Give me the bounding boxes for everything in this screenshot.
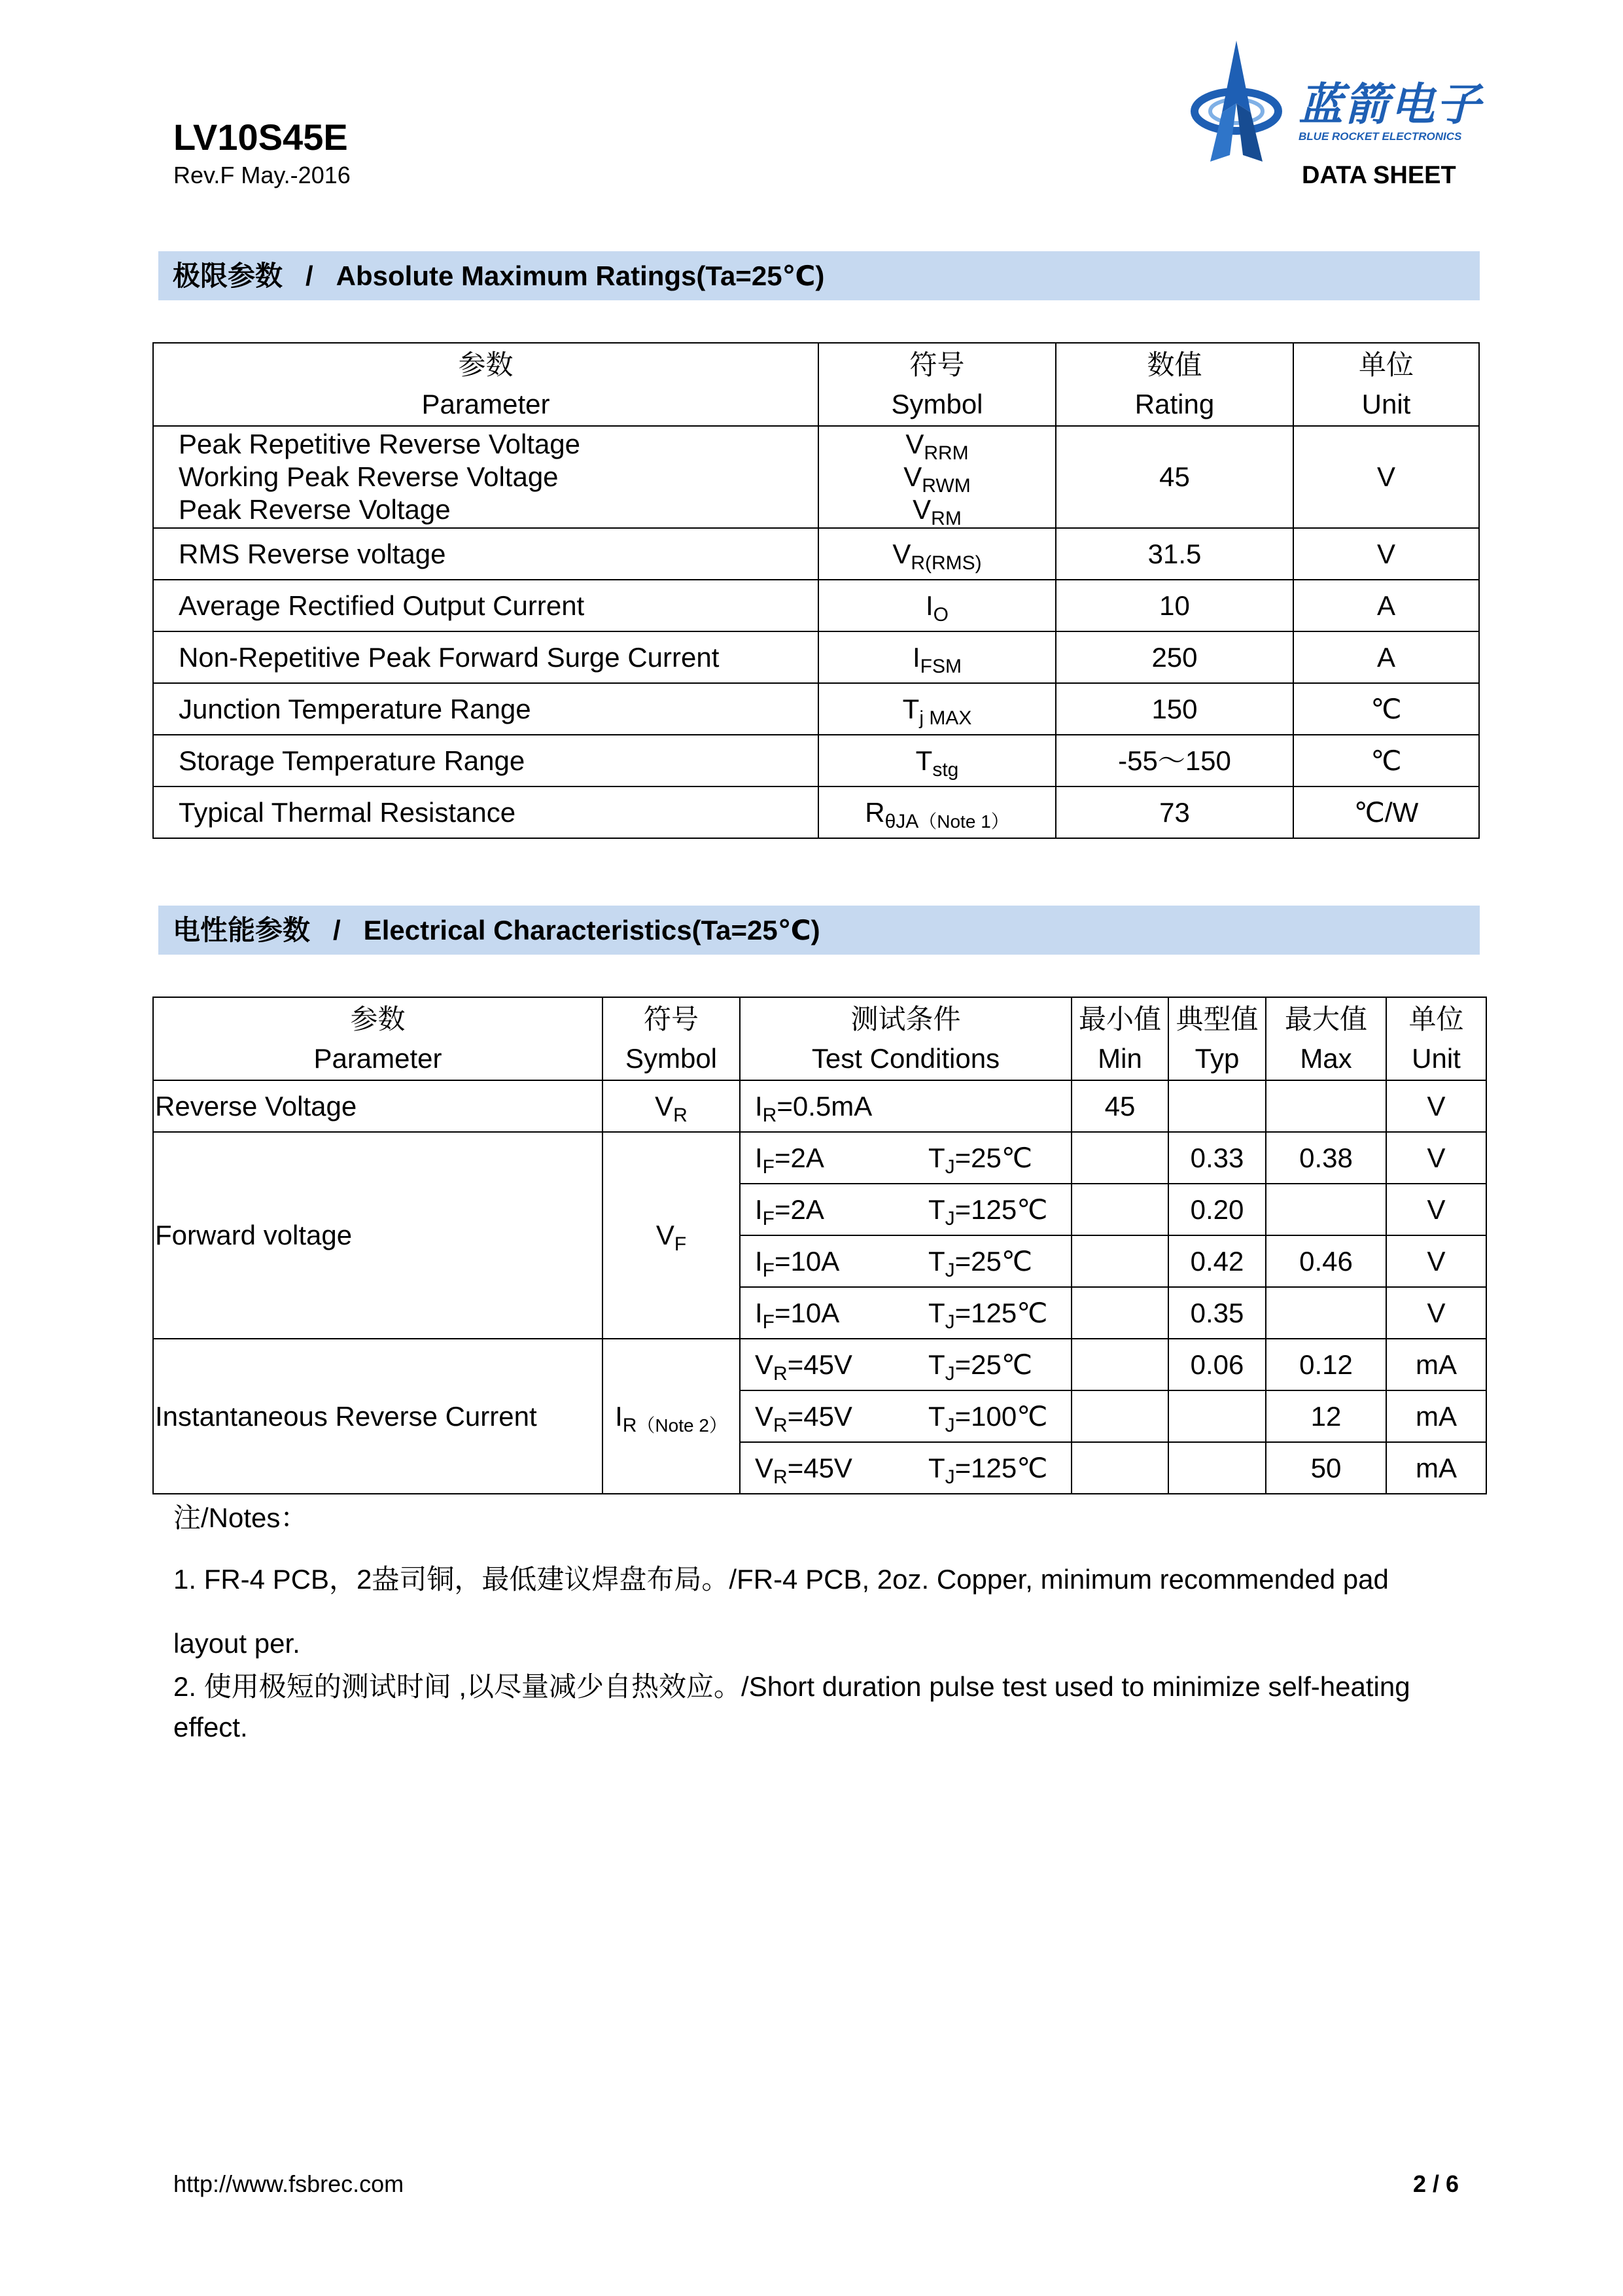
symbol-base: T	[915, 745, 933, 776]
header-en: Max	[1300, 1042, 1352, 1074]
symbol-base: V	[905, 429, 924, 459]
unit: ℃	[1293, 735, 1479, 786]
table-header-row	[153, 343, 1479, 426]
logo-english-name: BLUE ROCKET ELECTRONICS	[1299, 130, 1462, 143]
symbol-sub: R	[673, 1104, 688, 1126]
note-1-line-2: layout per.	[173, 1628, 300, 1659]
symbol-base: I	[615, 1400, 623, 1432]
header-cn: 参数	[458, 349, 514, 380]
param-text: Working Peak Reverse Voltage	[179, 461, 559, 492]
min-value	[1072, 1339, 1168, 1390]
min-value	[1072, 1184, 1168, 1235]
header-cn: 数值	[1147, 349, 1202, 380]
unit: V	[1386, 1287, 1486, 1339]
unit: ℃/W	[1293, 786, 1479, 838]
min-value	[1072, 1287, 1168, 1339]
table-header-row	[153, 997, 1486, 1080]
param-text: RMS Reverse voltage	[153, 528, 818, 580]
table-row	[153, 1132, 1486, 1184]
unit: mA	[1386, 1390, 1486, 1442]
section-title-electrical: 电性能参数 / Electrical Characteristics(Ta=25℃)	[158, 906, 1480, 955]
typ-value: 0.33	[1168, 1132, 1266, 1184]
logo-chinese-name: 蓝箭电子	[1299, 80, 1482, 130]
symbol	[818, 528, 1056, 580]
unit: V	[1386, 1080, 1486, 1132]
symbol	[602, 1132, 740, 1339]
max-value	[1266, 1184, 1386, 1235]
symbol-base: T	[902, 693, 920, 724]
header-en: Parameter	[421, 388, 550, 419]
min-value: 45	[1072, 1080, 1168, 1132]
header-cn: 单位	[1358, 349, 1414, 380]
test-condition: $I_F=2A$ $T_J=125℃$	[740, 1184, 1072, 1235]
test-condition: $V_R=45V$ $T_J=25℃$	[740, 1339, 1072, 1390]
max-value: 0.38	[1266, 1132, 1386, 1184]
rating: 73	[1056, 786, 1293, 838]
rocket-logo-icon	[1191, 41, 1289, 165]
rating: -55～150	[1056, 735, 1293, 786]
table-row	[153, 528, 1479, 580]
unit: V	[1293, 426, 1479, 528]
symbol-sub: R	[622, 1414, 637, 1436]
table-row	[153, 786, 1479, 838]
param-text: Forward voltage	[153, 1132, 602, 1339]
symbol	[602, 1080, 740, 1132]
test-condition: $I_F=10A$ $T_J=125℃$	[740, 1287, 1072, 1339]
unit: V	[1386, 1184, 1486, 1235]
symbol-sub: F	[674, 1233, 687, 1255]
header-cn: 符号	[909, 349, 965, 380]
symbol-sub: RWM	[922, 475, 971, 497]
max-value	[1266, 1080, 1386, 1132]
unit: V	[1386, 1132, 1486, 1184]
max-value: 50	[1266, 1442, 1386, 1494]
symbol-base: I	[913, 641, 920, 673]
header-en: Unit	[1412, 1042, 1461, 1074]
header-en: Symbol	[625, 1042, 718, 1074]
test-condition: $V_R=45V$ $T_J=100℃$	[740, 1390, 1072, 1442]
symbol-sub: θJA	[884, 810, 919, 832]
header-cn: 符号	[643, 1003, 699, 1034]
test-condition: $I_F=10A$ $T_J=25℃$	[740, 1235, 1072, 1287]
header-cn: 参数	[350, 1003, 406, 1034]
table-row	[153, 683, 1479, 735]
header-cn: 测试条件	[850, 1003, 961, 1034]
symbol-sub: RM	[931, 508, 962, 529]
unit: V	[1293, 528, 1479, 580]
typ-value	[1168, 1390, 1266, 1442]
note-2-line-1: 2. 使用极短的测试时间 ,以尽量减少自热效应。/Short duration pulse test used to minimize self-heating	[173, 1671, 1410, 1702]
footer-url[interactable]: http://www.fsbrec.com	[173, 2170, 404, 2197]
symbol-base: V	[892, 538, 911, 569]
max-value: 0.12	[1266, 1339, 1386, 1390]
header-en: Parameter	[313, 1042, 442, 1074]
note-1-line-1: 1. FR-4 PCB，2盎司铜，最低建议焊盘布局。/FR-4 PCB, 2oz. Copper, minimum recommended pad	[173, 1564, 1389, 1595]
symbol	[818, 683, 1056, 735]
note-ref: （Note 1）	[918, 811, 1009, 832]
header-cn: 单位	[1408, 1003, 1464, 1034]
test-condition: $I_R=0.5mA$	[740, 1080, 1072, 1132]
symbol	[818, 786, 1056, 838]
param-text: Junction Temperature Range	[153, 683, 818, 735]
max-value: 12	[1266, 1390, 1386, 1442]
symbol-base: V	[903, 461, 922, 492]
symbol	[819, 428, 1055, 464]
symbol-base: V	[913, 494, 932, 525]
header-en: Typ	[1195, 1042, 1240, 1074]
symbol	[818, 735, 1056, 786]
symbol	[819, 461, 1055, 497]
table-row	[153, 631, 1479, 683]
table-row	[153, 1339, 1486, 1390]
param-text: Typical Thermal Resistance	[153, 786, 818, 838]
symbol-base: V	[655, 1090, 674, 1122]
page-number: 2 / 6	[1413, 2170, 1459, 2197]
symbol-base: I	[925, 590, 934, 621]
notes-heading: 注/Notes：	[173, 1502, 308, 1533]
revision: Rev.F May.-2016	[173, 162, 351, 188]
max-value	[1266, 1287, 1386, 1339]
unit: A	[1293, 580, 1479, 631]
symbol-sub: O	[933, 603, 949, 626]
param-text: Instantaneous Reverse Current	[153, 1339, 602, 1494]
unit: A	[1293, 631, 1479, 683]
header-en: Test Conditions	[811, 1042, 1000, 1074]
symbol	[818, 631, 1056, 683]
symbol	[818, 580, 1056, 631]
symbol	[602, 1339, 740, 1494]
typ-value	[1168, 1080, 1266, 1132]
header-cn: 典型值	[1176, 1003, 1259, 1034]
max-value: 0.46	[1266, 1235, 1386, 1287]
typ-value	[1168, 1442, 1266, 1494]
note-ref: （Note 2）	[637, 1415, 727, 1436]
header-en: Rating	[1134, 388, 1215, 419]
absolute-max-table	[152, 342, 1480, 839]
param-text: Peak Repetitive Reverse Voltage	[179, 429, 581, 459]
table-row	[153, 735, 1479, 786]
unit: ℃	[1293, 683, 1479, 735]
part-number: LV10S45E	[173, 116, 348, 158]
electrical-characteristics-table	[152, 997, 1487, 1494]
test-condition: $V_R=45V$ $T_J=125℃$	[740, 1442, 1072, 1494]
symbol-sub: stg	[932, 758, 959, 781]
unit: mA	[1386, 1339, 1486, 1390]
table-row	[153, 1080, 1486, 1132]
rating: 10	[1056, 580, 1293, 631]
param-text: Non-Repetitive Peak Forward Surge Current	[153, 631, 818, 683]
typ-value: 0.35	[1168, 1287, 1266, 1339]
param-text: Average Rectified Output Current	[153, 580, 818, 631]
typ-value: 0.20	[1168, 1184, 1266, 1235]
doc-type: DATA SHEET	[1302, 162, 1456, 189]
rating: 45	[1056, 426, 1293, 528]
section-title-absolute-max: 极限参数 / Absolute Maximum Ratings(Ta=25℃)	[158, 251, 1480, 300]
symbol-sub: j MAX	[919, 707, 972, 729]
rating: 250	[1056, 631, 1293, 683]
note-2-line-2: effect.	[173, 1712, 248, 1742]
min-value	[1072, 1442, 1168, 1494]
table-row	[153, 426, 1479, 528]
rating: 31.5	[1056, 528, 1293, 580]
param-text: Peak Reverse Voltage	[179, 494, 451, 525]
unit: mA	[1386, 1442, 1486, 1494]
test-condition: $I_F=2A$ $T_J=25℃$	[740, 1132, 1072, 1184]
symbol-sub: FSM	[920, 655, 962, 677]
header-en: Unit	[1361, 388, 1411, 419]
symbol-sub: R(RMS)	[911, 552, 982, 574]
symbol-base: V	[655, 1220, 674, 1250]
rating: 150	[1056, 683, 1293, 735]
header-cn: 最小值	[1078, 1003, 1161, 1034]
header-en: Symbol	[891, 388, 983, 419]
param-text: Storage Temperature Range	[153, 735, 818, 786]
symbol	[819, 493, 1055, 529]
header-cn: 最大值	[1284, 1003, 1367, 1034]
typ-value: 0.06	[1168, 1339, 1266, 1390]
table-row	[153, 580, 1479, 631]
symbol-base: R	[865, 796, 885, 828]
min-value	[1072, 1235, 1168, 1287]
unit: V	[1386, 1235, 1486, 1287]
min-value	[1072, 1390, 1168, 1442]
header-en: Min	[1098, 1042, 1142, 1074]
param-text: Reverse Voltage	[153, 1080, 602, 1132]
min-value	[1072, 1132, 1168, 1184]
symbol-sub: RRM	[924, 442, 969, 464]
typ-value: 0.42	[1168, 1235, 1266, 1287]
